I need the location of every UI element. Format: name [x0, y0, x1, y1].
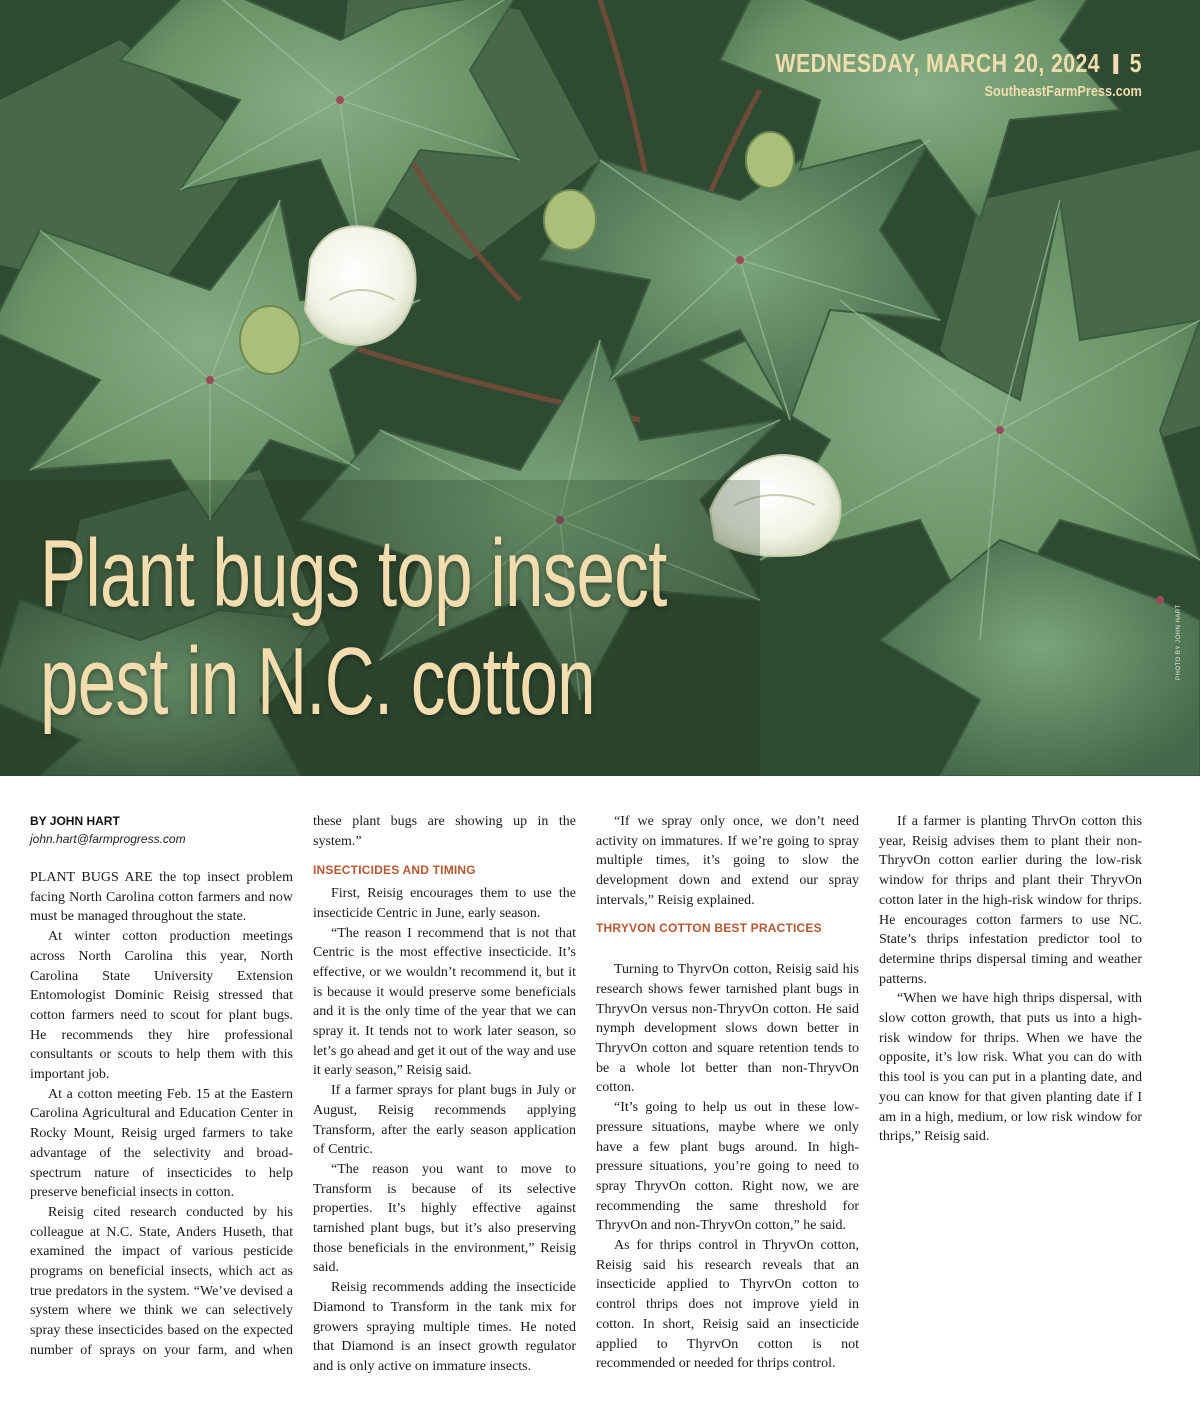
- lead-paragraph: [30, 868, 293, 927]
- paragraph-3: At a cotton meeting Feb. 15 at the Eastern Carolina Agricultural and Education Center in Rocky Mount, Reisig urged farmers to take advantage of the selectivity and broad-spectrum nature of insecticides to help preserve beneficial insects in cotton.: [30, 1086, 293, 1201]
- photo-credit: PHOTO BY JOHN HART: [1176, 604, 1182, 680]
- cotton-bloom: [305, 226, 416, 345]
- subhead-thryvon-best-practices: THRYVON COTTON BEST PRACTICES: [596, 920, 822, 935]
- paragraph-8: “The reason you want to move to Transform is because of its selective properties. It’s highly effective against tarnished plant bugs, but it’s also preserving those beneficials in the environment,” Reisig said.: [313, 1161, 576, 1276]
- paragraph-11: Turning to ThyrvOn cotton, Reisig said his research shows fewer tarnished plant bugs in ThryvOn versus non-ThryvOn cotton. He said nymph development slows down better in ThryvOn cotton and square retention tends to be a whole lot better than non-ThryvOn cotton.: [596, 962, 859, 1096]
- paragraph-15: “When we have high thrips dispersal, with slow cotton growth, that puts us into a high-risk window for thrips. When we have the opposite, it’s low risk. What you can do with this tool is you can put in a planting date, and you can know for that given planting date if I am in a high, medium, or low risk window for thrips,” Reisig said.: [879, 991, 1142, 1145]
- site-url: SoutheastFarmPress.com: [984, 83, 1142, 100]
- paragraph-14: If a farmer is planting ThrvOn cotton this year, Reisig advises them to plant their non-ThryvOn cotton earlier during the low-risk window for thrips and plant their ThryvOn cotton later in the high-risk window for thrips. He encourages cotton farmers to use NC. State’s thrips infestation predictor tool to determine thrips dispersal timing and weather patterns.: [879, 814, 1142, 987]
- paragraph-7: If a farmer sprays for plant bugs in July or August, Reisig recommends applying Transform, after the early season application of Centric.: [313, 1083, 576, 1158]
- paragraph-13: As for thrips control in ThryvOn cotton, Reisig said his research reveals that an insecticide applied to ThyrvOn cotton to control thrips does not improve yield in cotton. In short, Reisig said an insecticide applied to ThyrvOn cotton is not recommended or needed for thrips control.: [596, 1238, 859, 1372]
- article-headline: [40, 520, 667, 736]
- masthead: [695, 48, 1142, 100]
- subhead-insecticides-timing: INSECTICIDES AND TIMING: [313, 863, 476, 878]
- issue-date: WEDNESDAY, MARCH 20, 2024: [775, 48, 1101, 78]
- masthead-separator: [1113, 54, 1118, 74]
- lead-caps: PLANT BUGS ARE: [30, 870, 153, 885]
- paragraph-4: Reisig cited research conducted by his colleague at N.C. State, Anders Huseth, that examined the impact of various pesticide programs on beneficial insects, which act as true predators in the system. “We’ve devised a system where we think we can selectively spray these insecticides based on the expected number of sprays on your farm, and when these plant bugs are showing up in the system.”: [30, 814, 576, 1358]
- paragraph-5: First, Reisig encourages them to use the insecticide Centric in June, early season.: [313, 886, 576, 921]
- paragraph-10: “If we spray only once, we don’t need activity on immatures. If we’re going to spray multiple times, it’s going to slow the development down and extend our spray intervals,” Reisig explained.: [596, 814, 859, 908]
- paragraph-9: Reisig recommends adding the insecticide Diamond to Transform in the tank mix for growers spraying multiple times. He noted that Diamond is an insect growth regulator and is only active on immature insects.: [313, 1280, 576, 1374]
- byline-email[interactable]: john.hart@farmprogress.com: [30, 832, 186, 846]
- paragraph-12: “It’s going to help us out in these low-pressure situations, maybe where we only have a few plant bugs around. In high- pressure situations, you’re going to need to spray ThryvOn cotton. Right now, we are recommending the same threshold for ThryvOn and non-ThryvOn cotton,” he said.: [596, 1100, 859, 1234]
- article-body: [30, 812, 1142, 1382]
- paragraph-2: At winter cotton production meetings across North Carolina this year, North Carolina State University Extension Entomologist Dominic Reisig stressed that cotton farmers need to scout for plant bugs. He recommends they hire professional consultants or scouts to help them with this important job.: [30, 929, 293, 1083]
- byline-author: BY JOHN HART: [30, 814, 120, 828]
- masthead-date-line: [776, 48, 1142, 79]
- paragraph-1: the top insect problem facing North Carolina cotton farmers and now must be managed throughout the state.: [30, 870, 293, 925]
- paragraph-6: “The reason I recommend that is not that Centric is the most effective insecticide. It’s effective, or we wouldn’t recommend it, but it is because it would preserve some beneficials and it is the only time of the year that we can spray it. It tends not to work later season, so let’s go ahead and get it out of the way and use it early season,” Reisig said.: [313, 925, 576, 1079]
- headline-line-2: pest in N.C. cotton: [40, 628, 595, 735]
- page-number: 5: [1129, 48, 1142, 78]
- headline-line-1: Plant bugs top insect: [40, 520, 667, 627]
